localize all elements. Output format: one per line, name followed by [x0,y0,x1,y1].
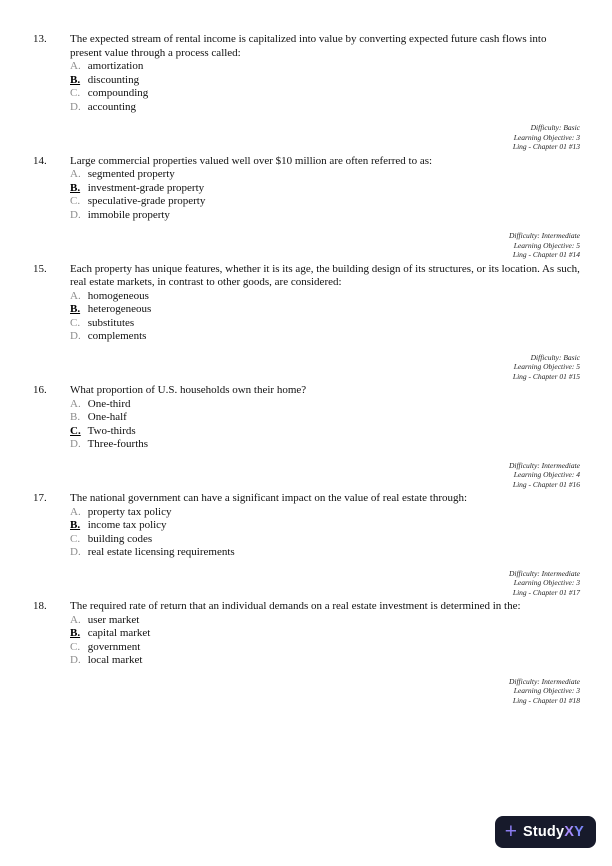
meta-learning-objective: Learning Objective: 5 [513,240,580,250]
option-b [70,627,580,641]
meta-difficulty: Difficulty: Intermediate [508,568,580,578]
option-d [70,546,580,560]
option-letter: C. [70,316,81,329]
question-16 [33,384,580,489]
option-c [70,425,580,439]
option-letter: A. [70,505,81,518]
option-c [70,195,580,209]
question-meta [33,677,580,706]
option-text: One-half [87,411,127,423]
option-text: investment-grade property [87,181,205,194]
question-meta [33,231,580,260]
option-letter: D. [70,100,81,113]
option-b [70,519,580,533]
option-text: homogeneous [87,289,149,302]
option-b [70,182,580,196]
option-letter: A. [70,613,81,626]
question-number: 15. [33,262,47,275]
option-b [70,411,580,425]
meta-learning-objective: Learning Objective: 3 [513,578,580,587]
option-d [70,654,580,668]
option-text: heterogeneous [87,303,152,315]
question-stem: The national government can have a significant impact on the value of real estate through: [70,492,468,504]
question-stem: What proportion of U.S. households own their home? [70,384,307,396]
option-letter: B. [70,411,81,423]
question-stem: Large commercial properties valued well over $10 million are often referred to as: [70,154,433,167]
question-stem: Each property has unique features, whether it is its age, the building design of its structures, or its location. As such, real estate markets, in contrast to other goods, are considered: [70,262,580,288]
question-15 [33,263,580,382]
option-text: Three-fourths [87,438,149,450]
meta-source: Ling - Chapter 01 #17 [512,587,580,597]
option-letter: B. [70,627,81,639]
plus-icon: + [504,819,517,843]
option-text: real estate licensing requirements [87,546,235,558]
option-c [70,317,580,331]
question-meta [33,569,580,598]
option-text: local market [87,654,143,666]
option-letter: C. [70,195,81,207]
meta-source: Ling - Chapter 01 #15 [512,371,580,381]
question-number: 17. [33,492,47,504]
option-a [70,506,580,520]
meta-source: Ling - Chapter 01 #14 [512,250,580,259]
option-b [70,74,580,88]
option-text: immobile property [87,208,170,221]
option-c [70,87,580,101]
meta-difficulty: Difficulty: Intermediate [508,460,580,470]
option-letter: C. [70,87,81,99]
option-letter: C. [70,532,81,545]
option-text: Two-thirds [87,424,136,437]
question-number: 14. [33,154,47,167]
meta-difficulty: Difficulty: Intermediate [508,231,580,240]
option-text: amortization [87,60,144,72]
option-a [70,290,580,304]
question-18 [33,600,580,705]
logo-wordmark [523,824,584,840]
meta-difficulty: Difficulty: Intermediate [508,676,580,686]
option-letter: D. [70,438,81,450]
option-text: discounting [87,73,140,86]
option-letter: C. [70,424,81,437]
question-13 [33,33,580,152]
question-number: 18. [33,600,47,612]
option-text: complements [87,330,147,342]
meta-learning-objective: Learning Objective: 3 [513,132,580,142]
option-letter: D. [70,208,81,221]
option-a [70,398,580,412]
question-14 [33,155,580,260]
option-text: speculative-grade property [87,195,206,207]
option-letter: D. [70,654,81,666]
option-text: property tax policy [87,505,172,518]
option-d [70,330,580,344]
option-d [70,209,580,223]
option-c [70,641,580,655]
logo-text-y: Y [574,824,584,840]
option-letter: A. [70,60,81,72]
option-d [70,438,580,452]
meta-difficulty: Difficulty: Basic [530,123,580,132]
option-letter: A. [70,168,81,180]
option-d [70,101,580,115]
option-text: government [87,640,141,653]
option-letter: A. [70,289,81,302]
option-text: user market [87,613,140,626]
question-meta [33,353,580,382]
option-letter: D. [70,330,81,342]
meta-source: Ling - Chapter 01 #13 [512,142,580,151]
option-text: One-third [87,397,131,410]
option-letter: B. [70,73,81,86]
meta-source: Ling - Chapter 01 #18 [512,695,580,705]
option-text: capital market [87,627,151,639]
option-letter: A. [70,397,81,410]
option-b [70,303,580,317]
option-letter: D. [70,546,81,558]
option-text: segmented property [87,168,175,180]
question-17 [33,492,580,597]
option-letter: B. [70,181,81,194]
meta-source: Ling - Chapter 01 #16 [512,479,580,489]
option-a [70,168,580,182]
option-letter: B. [70,303,81,315]
meta-learning-objective: Learning Objective: 3 [513,686,580,695]
option-a [70,60,580,74]
meta-learning-objective: Learning Objective: 4 [513,470,580,479]
meta-learning-objective: Learning Objective: 5 [513,362,580,371]
option-text: building codes [87,532,153,545]
question-meta [33,123,580,152]
meta-difficulty: Difficulty: Basic [530,352,580,362]
option-c [70,533,580,547]
logo-text-x: X [564,824,575,840]
option-a [70,614,580,628]
option-text: accounting [87,100,137,113]
option-letter: B. [70,519,81,531]
question-stem: The required rate of return that an individual demands on a real estate investment is determined in the: [70,600,521,612]
option-text: compounding [87,87,149,99]
question-number: 16. [33,384,47,396]
option-letter: C. [70,640,81,653]
logo-text-study: Study [522,824,565,840]
studyxy-logo-badge[interactable] [495,816,596,848]
option-text: income tax policy [87,519,167,531]
question-stem: The expected stream of rental income is capitalized into value by converting expected future cash flows into present value through a process called: [70,33,547,59]
option-text: substitutes [87,316,135,329]
question-number: 13. [33,33,47,45]
question-meta [33,461,580,490]
